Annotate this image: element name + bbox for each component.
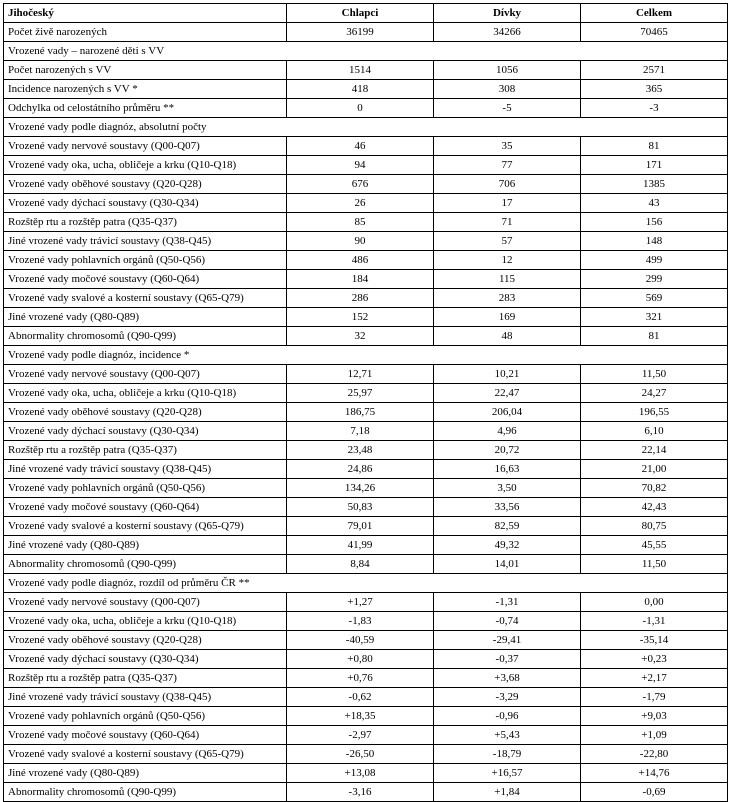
value-girls: 20,72 — [434, 441, 581, 460]
value-boys: 32 — [287, 327, 434, 346]
table-row — [4, 365, 728, 384]
row-label: Vrozené vady oběhové soustavy (Q20-Q28) — [4, 631, 287, 650]
row-label: Vrozené vady pohlavních orgánů (Q50-Q56) — [4, 251, 287, 270]
row-label: Abnormality chromosomů (Q90-Q99) — [4, 783, 287, 802]
value-girls: 22,47 — [434, 384, 581, 403]
row-label: Vrozené vady oběhové soustavy (Q20-Q28) — [4, 175, 287, 194]
table-row — [4, 327, 728, 346]
value-girls: 706 — [434, 175, 581, 194]
table-row — [4, 99, 728, 118]
table-row — [4, 669, 728, 688]
value-girls: +16,57 — [434, 764, 581, 783]
table-row — [4, 441, 728, 460]
table-row — [4, 251, 728, 270]
value-boys: 1514 — [287, 61, 434, 80]
value-boys: -0,62 — [287, 688, 434, 707]
value-boys: 50,83 — [287, 498, 434, 517]
value-girls: +5,43 — [434, 726, 581, 745]
value-total: +14,76 — [581, 764, 728, 783]
row-label: Vrozené vady močové soustavy (Q60-Q64) — [4, 498, 287, 517]
table-row — [4, 517, 728, 536]
section-label: Vrozené vady – narozené děti s VV — [4, 42, 728, 61]
value-boys: +13,08 — [287, 764, 434, 783]
table-row — [4, 213, 728, 232]
value-girls: 57 — [434, 232, 581, 251]
value-girls: 12 — [434, 251, 581, 270]
value-boys: 7,18 — [287, 422, 434, 441]
value-total: 171 — [581, 156, 728, 175]
section-row — [4, 346, 728, 365]
table-row — [4, 745, 728, 764]
table-row — [4, 156, 728, 175]
value-total: 196,55 — [581, 403, 728, 422]
section-row — [4, 42, 728, 61]
value-girls: 308 — [434, 80, 581, 99]
value-girls: 283 — [434, 289, 581, 308]
value-boys: 46 — [287, 137, 434, 156]
value-girls: 35 — [434, 137, 581, 156]
value-total: 21,00 — [581, 460, 728, 479]
value-girls: -0,96 — [434, 707, 581, 726]
table-row — [4, 536, 728, 555]
value-girls: +3,68 — [434, 669, 581, 688]
value-total: 1385 — [581, 175, 728, 194]
value-boys: 286 — [287, 289, 434, 308]
row-label: Abnormality chromosomů (Q90-Q99) — [4, 327, 287, 346]
value-girls: 4,96 — [434, 422, 581, 441]
row-label: Vrozené vady nervové soustavy (Q00-Q07) — [4, 137, 287, 156]
table-row — [4, 612, 728, 631]
value-total: 11,50 — [581, 365, 728, 384]
table-body — [4, 23, 728, 802]
table-row — [4, 783, 728, 802]
value-girls: -1,31 — [434, 593, 581, 612]
value-boys: 23,48 — [287, 441, 434, 460]
value-total: 156 — [581, 213, 728, 232]
value-girls: -3,29 — [434, 688, 581, 707]
value-girls: 49,32 — [434, 536, 581, 555]
row-label: Rozštěp rtu a rozštěp patra (Q35-Q37) — [4, 213, 287, 232]
row-label: Vrozené vady pohlavních orgánů (Q50-Q56) — [4, 479, 287, 498]
value-girls: +1,84 — [434, 783, 581, 802]
value-girls: 3,50 — [434, 479, 581, 498]
row-label: Rozštěp rtu a rozštěp patra (Q35-Q37) — [4, 669, 287, 688]
value-boys: 486 — [287, 251, 434, 270]
table-row — [4, 175, 728, 194]
value-total: -1,31 — [581, 612, 728, 631]
value-total: 148 — [581, 232, 728, 251]
row-label: Vrozené vady svalové a kosterní soustavy (Q65-Q79) — [4, 289, 287, 308]
value-boys: 90 — [287, 232, 434, 251]
value-total: 2571 — [581, 61, 728, 80]
value-boys: 41,99 — [287, 536, 434, 555]
value-boys: -2,97 — [287, 726, 434, 745]
value-boys: 85 — [287, 213, 434, 232]
value-boys: 79,01 — [287, 517, 434, 536]
value-girls: 206,04 — [434, 403, 581, 422]
value-total: 22,14 — [581, 441, 728, 460]
table-row — [4, 308, 728, 327]
value-total: 569 — [581, 289, 728, 308]
value-girls: 14,01 — [434, 555, 581, 574]
value-girls: 34266 — [434, 23, 581, 42]
value-girls: 33,56 — [434, 498, 581, 517]
row-label: Vrozené vady dýchací soustavy (Q30-Q34) — [4, 194, 287, 213]
header-boys: Chlapci — [287, 4, 434, 23]
row-label: Vrozené vady svalové a kosterní soustavy (Q65-Q79) — [4, 517, 287, 536]
row-label: Jiné vrozené vady (Q80-Q89) — [4, 764, 287, 783]
row-label: Jiné vrozené vady trávicí soustavy (Q38-Q45) — [4, 460, 287, 479]
value-boys: -26,50 — [287, 745, 434, 764]
table-row — [4, 498, 728, 517]
table-row — [4, 707, 728, 726]
value-boys: 184 — [287, 270, 434, 289]
value-total: 6,10 — [581, 422, 728, 441]
value-total: 11,50 — [581, 555, 728, 574]
value-boys: +18,35 — [287, 707, 434, 726]
section-label: Vrozené vady podle diagnóz, absolutní počty — [4, 118, 728, 137]
value-total: +9,03 — [581, 707, 728, 726]
row-label: Vrozené vady oka, ucha, obličeje a krku (Q10-Q18) — [4, 156, 287, 175]
table-row — [4, 232, 728, 251]
value-boys: 8,84 — [287, 555, 434, 574]
value-total: +1,09 — [581, 726, 728, 745]
row-label: Incidence narozených s VV * — [4, 80, 287, 99]
value-total: 499 — [581, 251, 728, 270]
value-boys: +0,80 — [287, 650, 434, 669]
row-label: Jiné vrozené vady trávicí soustavy (Q38-Q45) — [4, 688, 287, 707]
table-row — [4, 650, 728, 669]
table-row — [4, 289, 728, 308]
value-boys: 134,26 — [287, 479, 434, 498]
table-row — [4, 593, 728, 612]
value-girls: 82,59 — [434, 517, 581, 536]
value-total: -22,80 — [581, 745, 728, 764]
value-total: -35,14 — [581, 631, 728, 650]
row-label: Jiné vrozené vady trávicí soustavy (Q38-Q45) — [4, 232, 287, 251]
value-girls: 169 — [434, 308, 581, 327]
birth-defects-table — [3, 3, 728, 802]
table-row — [4, 61, 728, 80]
row-label: Vrozené vady nervové soustavy (Q00-Q07) — [4, 593, 287, 612]
table-row — [4, 631, 728, 650]
value-boys: -3,16 — [287, 783, 434, 802]
value-girls: 17 — [434, 194, 581, 213]
value-boys: 0 — [287, 99, 434, 118]
row-label: Vrozené vady oběhové soustavy (Q20-Q28) — [4, 403, 287, 422]
value-total: 321 — [581, 308, 728, 327]
value-girls: 48 — [434, 327, 581, 346]
row-label: Odchylka od celostátního průměru ** — [4, 99, 287, 118]
value-boys: -1,83 — [287, 612, 434, 631]
row-label: Vrozené vady oka, ucha, obličeje a krku (Q10-Q18) — [4, 384, 287, 403]
value-total: 43 — [581, 194, 728, 213]
table-row — [4, 23, 728, 42]
row-label: Vrozené vady dýchací soustavy (Q30-Q34) — [4, 422, 287, 441]
row-label: Počet narozených s VV — [4, 61, 287, 80]
section-label: Vrozené vady podle diagnóz, rozdíl od průměru ČR ** — [4, 574, 728, 593]
value-total: 42,43 — [581, 498, 728, 517]
value-girls: -29,41 — [434, 631, 581, 650]
header-region: Jihočeský — [4, 4, 287, 23]
value-boys: 12,71 — [287, 365, 434, 384]
value-boys: 25,97 — [287, 384, 434, 403]
value-boys: 676 — [287, 175, 434, 194]
value-total: 80,75 — [581, 517, 728, 536]
table-row — [4, 688, 728, 707]
table-row — [4, 270, 728, 289]
value-girls: 115 — [434, 270, 581, 289]
value-boys: 418 — [287, 80, 434, 99]
value-total: -3 — [581, 99, 728, 118]
table-row — [4, 384, 728, 403]
table-row — [4, 403, 728, 422]
value-total: 70,82 — [581, 479, 728, 498]
header-girls: Dívky — [434, 4, 581, 23]
value-girls: -18,79 — [434, 745, 581, 764]
value-total: 365 — [581, 80, 728, 99]
value-girls: -0,37 — [434, 650, 581, 669]
value-boys: 94 — [287, 156, 434, 175]
value-girls: 16,63 — [434, 460, 581, 479]
table-row — [4, 479, 728, 498]
table-row — [4, 80, 728, 99]
section-label: Vrozené vady podle diagnóz, incidence * — [4, 346, 728, 365]
value-total: -0,69 — [581, 783, 728, 802]
value-boys: 186,75 — [287, 403, 434, 422]
value-boys: 152 — [287, 308, 434, 327]
value-total: 45,55 — [581, 536, 728, 555]
value-girls: -0,74 — [434, 612, 581, 631]
table-row — [4, 764, 728, 783]
value-boys: 24,86 — [287, 460, 434, 479]
value-boys: 26 — [287, 194, 434, 213]
header-total: Celkem — [581, 4, 728, 23]
value-boys: +1,27 — [287, 593, 434, 612]
row-label: Vrozené vady dýchací soustavy (Q30-Q34) — [4, 650, 287, 669]
value-girls: 10,21 — [434, 365, 581, 384]
table-row — [4, 194, 728, 213]
row-label: Vrozené vady nervové soustavy (Q00-Q07) — [4, 365, 287, 384]
row-label: Vrozené vady svalové a kosterní soustavy (Q65-Q79) — [4, 745, 287, 764]
value-total: 81 — [581, 327, 728, 346]
value-boys: +0,76 — [287, 669, 434, 688]
value-total: 70465 — [581, 23, 728, 42]
row-label: Jiné vrozené vady (Q80-Q89) — [4, 536, 287, 555]
section-row — [4, 574, 728, 593]
value-girls: 1056 — [434, 61, 581, 80]
section-row — [4, 118, 728, 137]
value-total: +0,23 — [581, 650, 728, 669]
value-girls: 71 — [434, 213, 581, 232]
value-total: 0,00 — [581, 593, 728, 612]
row-label: Vrozené vady pohlavních orgánů (Q50-Q56) — [4, 707, 287, 726]
row-label: Abnormality chromosomů (Q90-Q99) — [4, 555, 287, 574]
table-row — [4, 460, 728, 479]
row-label: Vrozené vady močové soustavy (Q60-Q64) — [4, 726, 287, 745]
value-girls: -5 — [434, 99, 581, 118]
row-label: Rozštěp rtu a rozštěp patra (Q35-Q37) — [4, 441, 287, 460]
row-label: Jiné vrozené vady (Q80-Q89) — [4, 308, 287, 327]
value-total: 81 — [581, 137, 728, 156]
value-total: 24,27 — [581, 384, 728, 403]
row-label: Vrozené vady močové soustavy (Q60-Q64) — [4, 270, 287, 289]
table-row — [4, 555, 728, 574]
value-girls: 77 — [434, 156, 581, 175]
value-boys: 36199 — [287, 23, 434, 42]
row-label: Počet živě narozených — [4, 23, 287, 42]
table-row — [4, 137, 728, 156]
value-boys: -40,59 — [287, 631, 434, 650]
value-total: 299 — [581, 270, 728, 289]
row-label: Vrozené vady oka, ucha, obličeje a krku (Q10-Q18) — [4, 612, 287, 631]
header-row — [4, 4, 728, 23]
value-total: +2,17 — [581, 669, 728, 688]
table-row — [4, 726, 728, 745]
value-total: -1,79 — [581, 688, 728, 707]
table-row — [4, 422, 728, 441]
